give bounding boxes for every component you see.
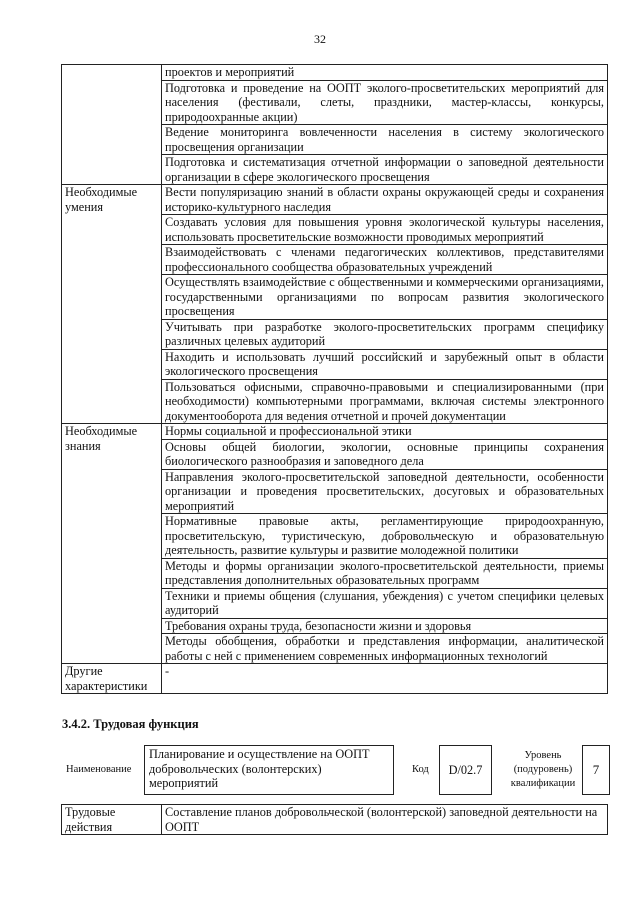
skill-row-text: Учитывать при разработке эколого-просветительских программ специфику различных целевых аудиторий (162, 319, 608, 349)
skill-row-label: Необходимые умения (62, 185, 162, 424)
knowledge-row-text: Нормативные правовые акты, регламентирующие природоохранную, просветительскую, туристическую, добровольческую и образовательную деятельность, развитие культуры и развитие молодежной политики (162, 514, 608, 559)
competency-table (61, 64, 608, 694)
knowledge-row-text: Методы и формы организации эколого-просветительской деятельности, приемы представления дополнительных образовательных программ (162, 558, 608, 588)
section-heading: 3.4.2. Трудовая функция (62, 717, 199, 731)
skill-row-text: Взаимодействовать с членами педагогических коллективов, представителями профессионального сообщества образовательных учреждений (162, 245, 608, 275)
level-box: 7 (582, 745, 610, 795)
labor-actions-table (61, 804, 608, 835)
knowledge-row-text: Техники и приемы общения (слушания, убеждения) с учетом специфики целевых аудиторий (162, 588, 608, 618)
code-box: D/02.7 (439, 745, 492, 795)
function-name-box: Планирование и осуществление на ООПТ добровольческих (волонтерских) мероприятий (144, 745, 394, 795)
skill-row (62, 185, 608, 215)
continued-row-text: проектов и мероприятий (162, 65, 608, 81)
continued-row-text: Подготовка и проведение на ООПТ эколого-просветительских мероприятий для населения (фестивали, слеты, праздники, мастер-классы, конкурсы, природоохранные акции) (162, 80, 608, 125)
continued-row-text: Ведение мониторинга вовлеченности населения в систему экологического просвещения организации (162, 125, 608, 155)
knowledge-row-text: Нормы социальной и профессиональной этики (162, 424, 608, 440)
knowledge-row-text: Требования охраны труда, безопасности жизни и здоровья (162, 618, 608, 634)
knowledge-row-text: Методы обобщения, обработки и представления информации, аналитической работы с ней с применением современных информационных технологий (162, 634, 608, 664)
other-row-label: Другие характеристики (62, 664, 162, 694)
name-label: Наименование (66, 764, 132, 775)
knowledge-row-text: Направления эколого-просветительской заповедной деятельности, особенности организации и проведения просветительских, досуговых и образовательных мероприятий (162, 469, 608, 514)
level-label: Уровень (подуровень) квалификации (510, 750, 576, 789)
continued-row-text: Подготовка и систематизация отчетной информации о заповедной деятельности организации в сфере экологического просвещения (162, 155, 608, 185)
labor-actions-value: Составление планов добровольческой (волонтерской) заповедной деятельности на ООПТ (162, 805, 608, 835)
page-number: 32 (314, 32, 326, 46)
knowledge-row-text: Основы общей биологии, экологии, основные принципы сохранения биологического разнообразия и заповедного дела (162, 439, 608, 469)
knowledge-row (62, 424, 608, 440)
labor-actions-label: Трудовые действия (62, 805, 162, 835)
skill-row-text: Вести популяризацию знаний в области охраны окружающей среды и сохранения историко-культурного наследия (162, 185, 608, 215)
skill-row-text: Создавать условия для повышения уровня экологической культуры населения, использовать просветительские возможности проводимых мероприятий (162, 215, 608, 245)
skill-row-text: Находить и использовать лучший российский и зарубежный опыт в области экологического просвещения (162, 349, 608, 379)
other-row (62, 664, 608, 694)
continued-row-label (62, 65, 162, 185)
code-label: Код (412, 764, 429, 775)
knowledge-row-label: Необходимые знания (62, 424, 162, 664)
skill-row-text: Пользоваться офисными, справочно-правовыми и специализированными (при необходимости) компьютерными программами, включая системы электронного документооборота для ведения отчетной и прочей документации (162, 379, 608, 424)
skill-row-text: Осуществлять взаимодействие с общественными и коммерческими организациями, государственными организациями по вопросам развития экологического просвещения (162, 275, 608, 320)
other-row-text: - (162, 664, 608, 694)
function-header-block (62, 745, 610, 795)
continued-row (62, 65, 608, 81)
